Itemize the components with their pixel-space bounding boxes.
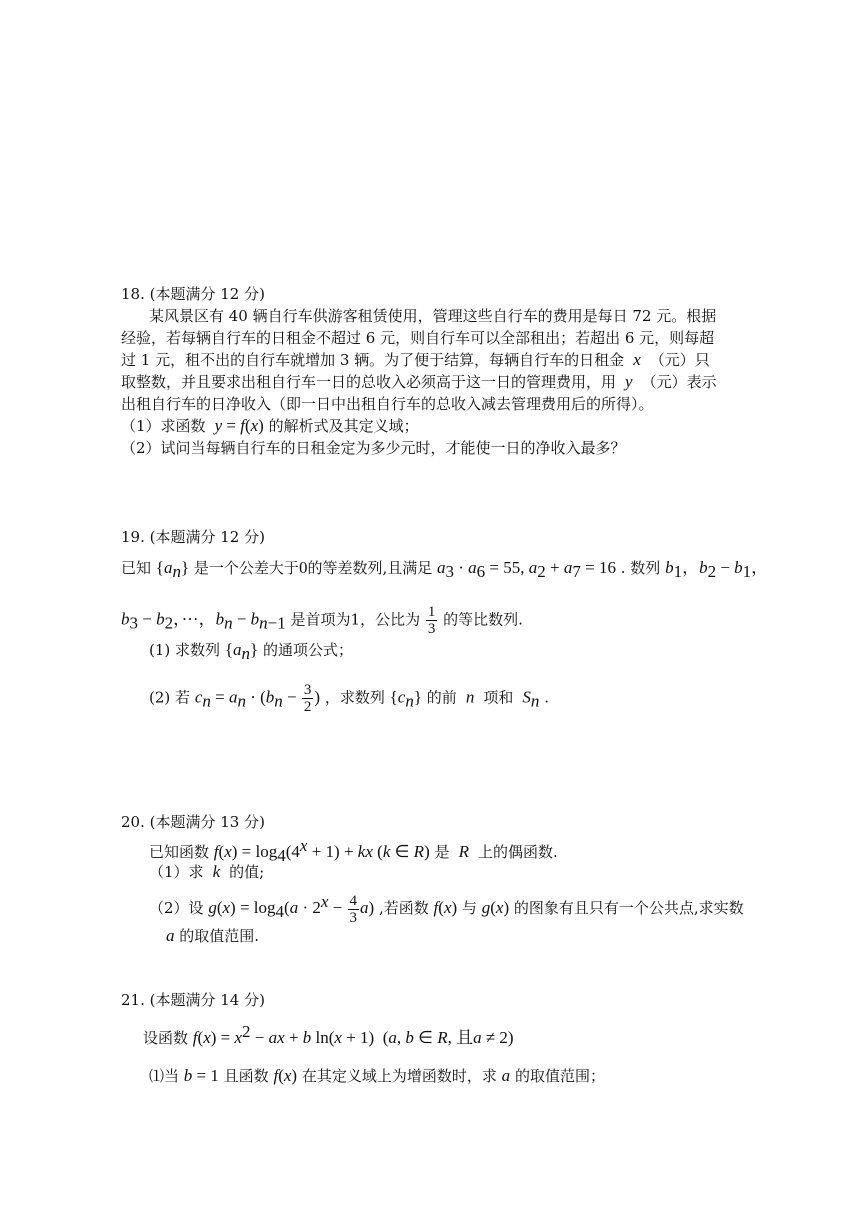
q19-line-1-b: 是一个公差大于	[193, 559, 299, 577]
q20-sub-2-e: 的取值范围.	[179, 927, 260, 945]
q21-sub-1: ⑴当 b = 1 且函数 f(x) 在其定义域上为增函数时，求 a 的取值范围；	[149, 1066, 605, 1085]
q19-line-1: 已知 $\{a_n\}$ 是一个公差大于0的等差数列,且满足 $a_3 \cdot a_6 = 55$, $a_2 + a_7 = 16$ . 数列 $b_1$，$b_2 - b_1$，	[121, 558, 769, 581]
q20-sub-2: （2）设 $g(x) = \log_4(a \cdot 2^x$ − $\frac{4}{3}$ a) ,若函数 f(x) 与 g(x) 的图象有且只有一个公共点,求实数	[149, 892, 744, 926]
q18-line-4-unit: （元）表示	[641, 373, 717, 391]
q18-sub-2: （2）试问当每辆自行车的日租金定为多少元时，才能使一日的净收入最多？	[121, 439, 626, 457]
q20-sub-1: （1）求 k 的值;	[149, 862, 265, 881]
q20-header: 20. (本题满分 13 分)	[121, 813, 265, 831]
q20-sub-2-d: 的图象有且只有一个公共点,求实数	[513, 899, 744, 917]
q20-sub-2-b: ,若函数	[378, 899, 429, 917]
q19-sub-1-b: 的通项公式；	[262, 641, 353, 659]
q18-header: 18. (本题满分 12 分)	[121, 285, 265, 303]
q18-line-3-unit: （元）只	[649, 351, 710, 369]
q19-line-1-a: 已知	[121, 559, 152, 577]
q19-sub-1-a: (1) 求数列	[149, 641, 221, 659]
q21-sub-1-b: 且函数	[223, 1067, 269, 1085]
q20-line-1-b: 是	[434, 843, 450, 861]
q19-sub-2-d: 项和	[483, 688, 514, 707]
q19-sub-2-e: .	[544, 688, 549, 707]
q18-line-4-text: 取整数，并且要求出租自行车一日的总收入必须高于这一日的管理费用，用	[121, 373, 617, 391]
q20-line-1: 已知函数 $f(x) = \log_4(4^x + 1)$ + kx (k ∈ R) 是 R 上的偶函数.	[149, 836, 558, 865]
q18-line-3-text: 过 1 元，租不出的自行车就增加 3 辆。为了便于结算，每辆自行车的日租金	[121, 351, 625, 369]
q18-line-1: 某风景区有 40 辆自行车供游客租赁使用，管理这些自行车的费用是每日 72 元。根据	[149, 307, 717, 325]
q20-sub-1-b: 的值;	[229, 863, 265, 881]
q19-line-2: $b_3 - b_2$，···，$b_n - b_{n-1}$ 是首项为1，公比为 $\frac{1}{3}$ 的等比数列.	[121, 604, 523, 637]
q20-sub-2-a: （2）设	[149, 899, 204, 917]
q19-line-2-b: 的等比数列.	[443, 610, 523, 629]
q20-sub-2-c: 与	[461, 899, 477, 917]
q19-sub-2-b: ，求数列	[324, 688, 385, 707]
q19-line-2-a: 是首项为1，公比为	[290, 610, 421, 629]
q18-line-2: 经验，若每辆自行车的日租金不超过 6 元，则自行车可以全部租出；若超出 6 元，则每超	[121, 329, 715, 347]
q18-line-4: 取整数，并且要求出租自行车一日的总收入必须高于这一日的管理费用，用 y （元）表示	[121, 372, 717, 391]
q18-sub-1-suffix: 的解析式及其定义域；	[268, 417, 419, 435]
q19-header: 19. (本题满分 12 分)	[121, 528, 265, 546]
q21-header: 21. (本题满分 14 分)	[121, 991, 265, 1009]
q20-line-1-a: 已知函数	[149, 843, 210, 861]
q19-sub-2-a: (2) 若	[149, 688, 191, 707]
q19-sub-1: (1) 求数列 $\{a_n\}$ 的通项公式；	[149, 640, 353, 663]
q18-sub-1: （1）求函数 y = f(x) 的解析式及其定义域；	[121, 416, 419, 435]
q20-line-1-c: 上的偶函数.	[477, 843, 558, 861]
q19-sub-2: (2) 若 $c_n = a_n \cdot (b_n$ − $\frac{3}{2}$ ) ，求数列 $\{c_n\}$ 的前 n 项和 $S_n$ .	[149, 682, 549, 715]
q21-line-1-a: 设函数	[143, 1029, 189, 1047]
q18-line-5: 出租自行车的日净收入（即一日中出租自行车的总收入减去管理费用后的所得）。	[121, 395, 654, 413]
q21-sub-1-c: 在其定义域上为增函数时，求	[301, 1067, 497, 1085]
q19-line-1-c: 的等差数列,且满足	[307, 559, 433, 577]
q18-line-3: 过 1 元，租不出的自行车就增加 3 辆。为了便于结算，每辆自行车的日租金 x （元）只	[121, 350, 710, 369]
q21-sub-1-d: 的取值范围；	[514, 1067, 605, 1085]
q20-sub-1-a: （1）求	[149, 863, 204, 881]
q19-sub-2-c: 的前	[426, 688, 457, 707]
q21-sub-1-a: ⑴当	[149, 1067, 180, 1085]
q18-sub-1-prefix: （1）求函数	[121, 417, 206, 435]
q21-line-1: 设函数 $f(x) = x^2$ − ax + b ln(x + 1) (a, b ∈ R, 且a ≠ 2)	[143, 1022, 514, 1047]
q19-line-1-d: . 数列	[620, 559, 661, 577]
q20-sub-2-cont: a 的取值范围.	[166, 926, 260, 945]
